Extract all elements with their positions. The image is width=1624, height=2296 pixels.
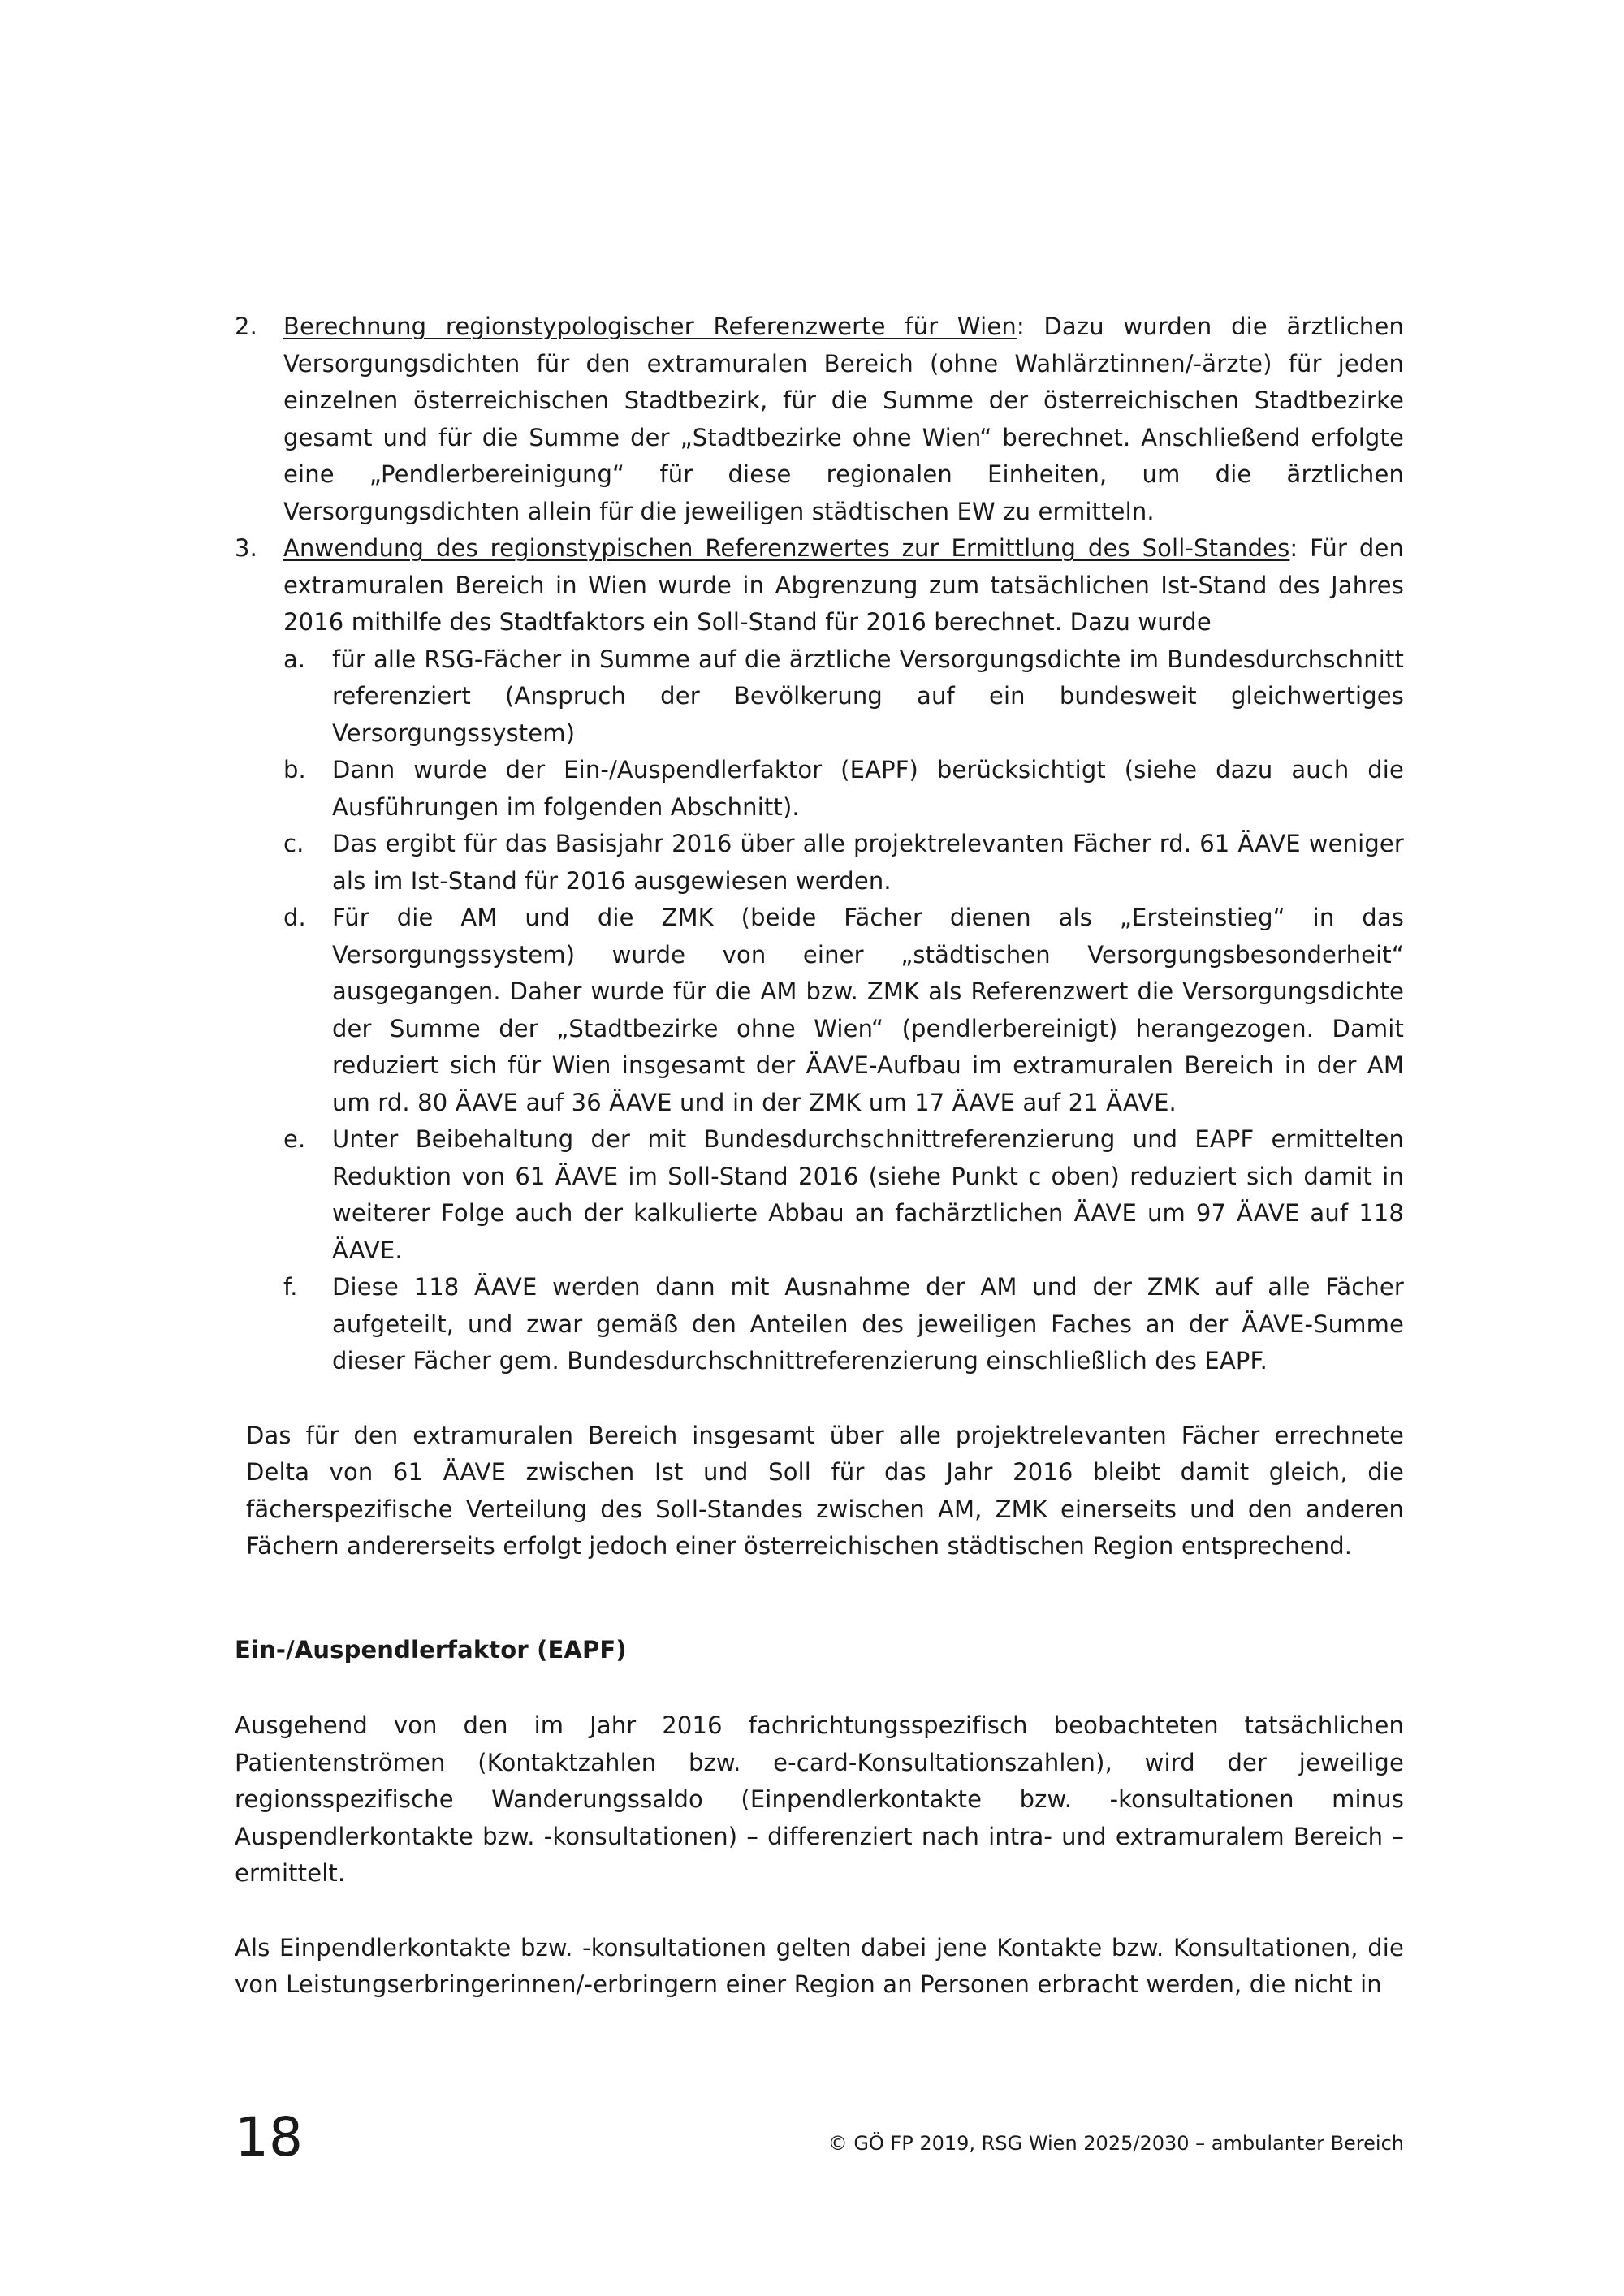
sub-item-letter: e. (283, 1125, 306, 1153)
sub-item-text: Diese 118 ÄAVE werden dann mit Ausnahme der AM und der ZMK auf alle Fächer aufgeteilt, und zwar gemäß den Anteilen des jeweiligen Faches an der ÄAVE-Summe dieser Fächer gem. Bundesdurchschnittreferenzierung einschließlich des EAPF. (332, 1273, 1404, 1375)
sub-item-letter: d. (283, 904, 306, 931)
sub-item-text: Unter Beibehaltung der mit Bundesdurchschnittreferenzierung und EAPF ermittelten Reduktion von 61 ÄAVE im Soll-Stand 2016 (siehe Punkt c oben) reduziert sich damit in weiterer Folge auch der kalkulierte Abbau an fachärztlichen ÄAVE um 97 ÄAVE auf 118 ÄAVE. (332, 1125, 1404, 1264)
sub-item-letter: f. (283, 1273, 298, 1301)
sub-item-text: für alle RSG-Fächer in Summe auf die ärztliche Versorgungsdichte im Bundesdurchschnitt referenziert (Anspruch der Bevölkerung auf ein bundesweit gleichwertiges Versorgungssystem) (332, 645, 1404, 747)
list-item-text: : Für den extramuralen Bereich in Wien wurde in Abgrenzung zum tatsächlichen Ist-Stand des Jahres 2016 mithilfe des Stadtfaktors ein Soll-Stand für 2016 berechnet. Dazu wurde (283, 534, 1404, 636)
sub-item-c (283, 826, 1404, 900)
sub-item-text: Das ergibt für das Basisjahr 2016 über alle projektrelevanten Fächer rd. 61 ÄAVE weniger als im Ist-Stand für 2016 ausgewiesen werden. (332, 830, 1404, 895)
sub-item-d (283, 900, 1404, 1121)
page-number: 18 (235, 2106, 303, 2169)
list-item-title: Anwendung des regionstypischen Referenzwertes zur Ermittlung des Soll-Standes (283, 534, 1290, 562)
summary-paragraph: Das für den extramuralen Bereich insgesamt über alle projektrelevanten Fächer errechnete Delta von 61 ÄAVE zwischen Ist und Soll für das Jahr 2016 bleibt damit gleich, die fächerspezifische Verteilung des Soll-Standes zwischen AM, ZMK einerseits und den anderen Fächern andererseits erfolgt jedoch einer österreichischen städtischen Region entsprechend. (246, 1421, 1404, 1560)
sub-item-letter: a. (283, 645, 306, 673)
sub-item-b (283, 752, 1404, 826)
section-paragraph-1: Ausgehend von den im Jahr 2016 fachrichtungsspezifisch beobachteten tatsächlichen Patientenströmen (Kontaktzahlen bzw. e-card-Konsultationszahlen), wird der jeweilige regionsspezifische Wanderungssaldo (Einpendlerkontakte bzw. -konsultationen minus Auspendlerkontakte bzw. -konsultationen) – differenziert nach intra- und extramuralem Bereich – ermittelt. (235, 1711, 1404, 1887)
sub-item-text: Für die AM und die ZMK (beide Fächer dienen als „Ersteinstieg“ in das Versorgungssystem) wurde von einer „städtischen Versorgungsbesonderheit“ ausgegangen. Daher wurde für die AM bzw. ZMK als Referenzwert die Versorgungsdichte der Summe der „Stadtbezirke ohne Wien“ (pendlerbereinigt) herangezogen. Damit reduziert sich für Wien insgesamt der ÄAVE-Aufbau im extramuralen Bereich in der AM um rd. 80 ÄAVE auf 36 ÄAVE und in der ZMK um 17 ÄAVE auf 21 ÄAVE. (332, 904, 1404, 1116)
sub-item-text: Dann wurde der Ein-/Auspendlerfaktor (EAPF) berücksichtigt (siehe dazu auch die Ausführungen im folgenden Abschnitt). (332, 756, 1404, 821)
list-number: 3. (235, 534, 257, 562)
section-paragraph-2: Als Einpendlerkontakte bzw. -konsultationen gelten dabei jene Kontakte bzw. Konsultationen, die von Leistungserbringerinnen/-erbringern einer Region an Personen erbracht werden, die nicht in (235, 1933, 1404, 1998)
page-body (235, 309, 1404, 2004)
section-heading: Ein-/Auspendlerfaktor (EAPF) (235, 1635, 627, 1664)
list-number: 2. (235, 313, 257, 340)
sub-item-f (283, 1269, 1404, 1380)
list-item-text: : Dazu wurden die ärztlichen Versorgungsdichten für den extramuralen Bereich (ohne Wahlärztinnen/-ärzte) für jeden einzelnen österreichischen Stadtbezirk, für die Summe der österreichischen Stadtbezirke gesamt und für die Summe der „Stadtbezirke ohne Wien“ berechnet. Anschließend erfolgte eine „Pendlerbereinigung“ für diese regionalen Einheiten, um die ärztlichen Versorgungsdichten allein für die jeweiligen städtischen EW zu ermitteln. (283, 313, 1404, 525)
list-item-title: Berechnung regionstypologischer Referenzwerte für Wien (283, 313, 1017, 340)
sub-item-letter: c. (283, 830, 304, 857)
sub-item-e (283, 1121, 1404, 1269)
sub-item-letter: b. (283, 756, 306, 783)
sub-item-a (283, 641, 1404, 753)
list-item-3 (235, 530, 1404, 641)
footer-text: © GÖ FP 2019, RSG Wien 2025/2030 – ambulanter Bereich (827, 2132, 1404, 2155)
list-item-2 (235, 309, 1404, 530)
